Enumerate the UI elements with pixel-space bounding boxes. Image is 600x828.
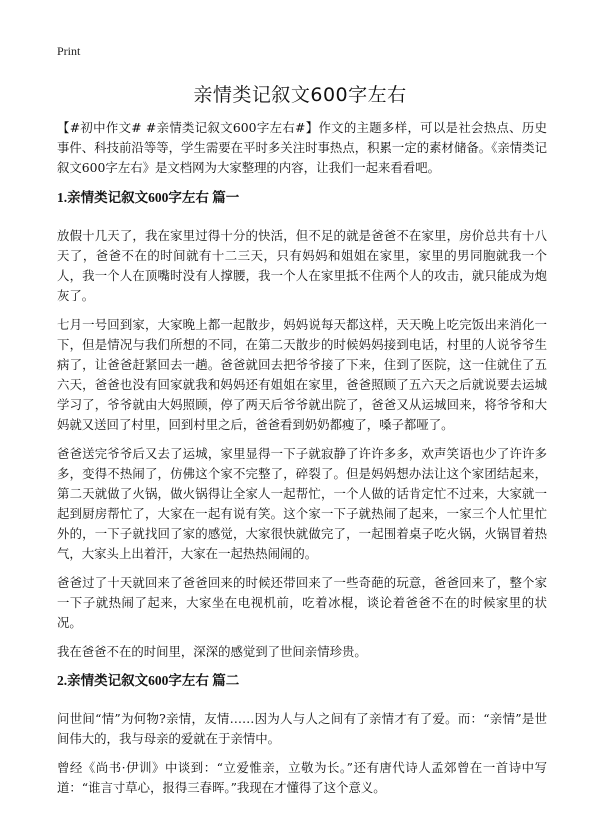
section-1-paragraph: 我在爸爸不在的时间里，深深的感觉到了世间亲情珍贵。 bbox=[57, 644, 367, 659]
section-1-paragraph: 放假十几天了，我在家里过得十分的快活，但不足的就是爸爸不在家里，房价总共有十八天了，爸爸不在的时间就有十二三天，只有妈妈和姐姐在家里，家里的男同胞就我一个人，我一个人在顶嘴时没有人撑腰，我一个人在家里抵不住两个人的攻击，就只能成为炮灰了。 bbox=[57, 228, 547, 303]
section-heading-1: 1.亲情类记叙文600字左右 篇一 bbox=[57, 190, 240, 205]
document-body bbox=[57, 118, 547, 807]
section-2-paragraph: 问世间“情”为何物?亲情，友情……因为人与人之间有了亲情才有了爱。而：“亲情”是世间伟大的，我与母亲的爱就在于亲情中。 bbox=[57, 711, 547, 746]
intro-paragraph: 【#初中作文# #亲情类记叙文600字左右#】作文的主题多样，可以是社会热点、历史事件、科技前沿等等，学生需要在平时多关注时事热点，积累一定的素材储备。《亲情类记叙文600字左右》是文档网为大家整理的内容，让我们一起来看看吧。 bbox=[57, 120, 547, 175]
section-1-paragraph: 爸爸过了十天就回来了爸爸回来的时候还带回来了一些奇葩的玩意，爸爸回来了，整个家一下子就热闹了起来，大家坐在电视机前，吃着冰棍，谈论着爸爸不在的时候家里的状况。 bbox=[57, 575, 547, 630]
document-title: 亲情类记叙文600字左右 bbox=[193, 84, 407, 106]
section-2-paragraph: 曾经《尚书·伊训》中谈到：“立爱惟亲，立敬为长。”还有唐代诗人孟郊曾在一首诗中写道：“谁言寸草心，报得三春晖。”我现在才懂得了这个意义。 bbox=[57, 760, 547, 795]
section-1-paragraph: 爸爸送完爷爷后又去了运城，家里显得一下子就寂静了许许多多，欢声笑语也少了许许多多，变得不热闹了，仿佛这个家不完整了，碎裂了。但是妈妈想办法让这个家团结起来，第二天就做了火锅，做火锅得让全家人一起帮忙，一个人做的话肯定忙不过来，大家就一起到厨房帮忙了，大家在一起有说有笑。这个家一下子就热闹了起来，一家三个人忙里忙外的，一下子就找回了家的感觉，大家很快就做完了，一起围着桌子吃火锅，火锅冒着热气，大家头上出着汗，大家在一起热热闹闹的。 bbox=[57, 446, 547, 561]
section-1-paragraph: 七月一号回到家，大家晚上都一起散步，妈妈说每天都这样，天天晚上吃完饭出来消化一下，但是情况与我们所想的不同，在第二天散步的时候妈妈接到电话，村里的人说爷爷生病了，让爸爸赶紧回去一趟。爸爸就回去把爷爷接了下来，住到了医院，这一住就住了五六天，爸爸也没有回家就我和妈妈还有姐姐在家里，爸爸照顾了五六天之后就说要去运城学习了，爷爷就由大妈照顾，停了两天后爷爷就出院了，爸爸又从运城回来，将爷爷和大妈就又送回了村里，回到村里之后，爸爸看到奶奶都瘦了，嗓子都哑了。 bbox=[57, 317, 547, 432]
section-heading-2: 2.亲情类记叙文600字左右 篇二 bbox=[57, 673, 240, 688]
print-label[interactable]: Print bbox=[57, 44, 81, 58]
